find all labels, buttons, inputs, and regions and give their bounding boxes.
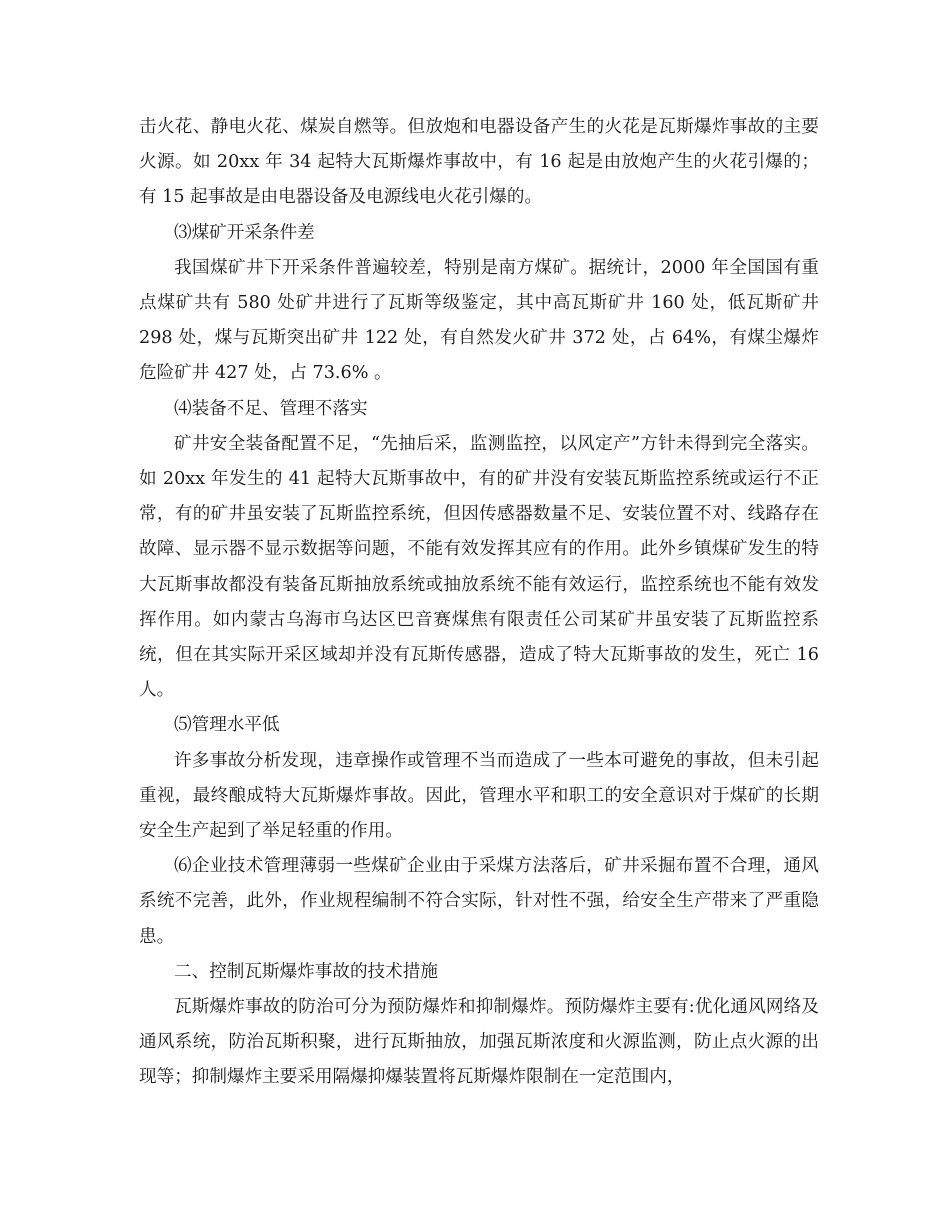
paragraph-ignition-sources: 击火花、静电火花、煤炭自燃等。但放炮和电器设备产生的火花是瓦斯爆炸事故的主要火源。如 20xx 年 34 起特大瓦斯爆炸事故中，有 16 起是由放炮产生的火花引爆的；有 15 起事故是由电器设备及电源线电火花引爆的。 (139, 117, 819, 208)
subheading-mining-conditions: ⑶煤矿开采条件差 (174, 222, 315, 243)
subheading-equipment-management: ⑷装备不足、管理不落实 (174, 398, 368, 419)
subheading-management-level: ⑸管理水平低 (174, 715, 280, 736)
paragraph-control-measures: 瓦斯爆炸事故的防治可分为预防爆炸和抑制爆炸。预防爆炸主要有:优化通风网络及通风系统，防治瓦斯积聚，进行瓦斯抽放，加强瓦斯浓度和火源监测，防止点火源的出现等；抑制爆炸主要采用隔爆抑爆装置将瓦斯爆炸限制在一定范围内， (139, 997, 819, 1088)
paragraph-equipment-management: 矿井安全装备配置不足，“先抽后采，监测监控，以风定产”方针未得到完全落实。如 20xx 年发生的 41 起特大瓦斯事故中，有的矿井没有安装瓦斯监控系统或运行不正常，有的矿井虽安装了瓦斯监控系统，但因传感器数量不足、安装位置不对、线路存在故障、显示器不显示数据等问题，不能有效发挥其应有的作用。此外乡镇煤矿发生的特大瓦斯事故都没有装备瓦斯抽放系统或抽放系统不能有效运行，监控系统也不能有效发挥作用。如内蒙古乌海市乌达区巴音赛煤焦有限责任公司某矿井虽安装了瓦斯监控系统，但在其实际开采区域却并没有瓦斯传感器，造成了特大瓦斯事故的发生，死亡 16 人。 (139, 433, 819, 701)
document-body (139, 110, 819, 1096)
paragraph-mining-conditions: 我国煤矿井下开采条件普遍较差，特别是南方煤矿。据统计，2000 年全国国有重点煤矿共有 580 处矿井进行了瓦斯等级鉴定，其中高瓦斯矿井 160 处，低瓦斯矿井 298 处，煤与瓦斯突出矿井 122 处，有自然发火矿井 372 处，占 64%，有煤尘爆炸危险矿井 427 处，占 73.6% 。 (139, 257, 819, 384)
paragraph-management-level: 许多事故分析发现，违章操作或管理不当而造成了一些本可避免的事故，但未引起重视，最终酿成特大瓦斯爆炸事故。因此，管理水平和职工的安全意识对于煤矿的长期安全生产起到了举足轻重的作用。 (139, 750, 819, 842)
section-heading-control-measures: 二、控制瓦斯爆炸事故的技术措施 (174, 961, 438, 982)
paragraph-technical-management: ⑹企业技术管理薄弱一些煤矿企业由于采煤方法落后，矿井采掘布置不合理，通风系统不完善，此外，作业规程编制不符合实际，针对性不强，给安全生产带来了严重隐患。 (139, 856, 819, 947)
